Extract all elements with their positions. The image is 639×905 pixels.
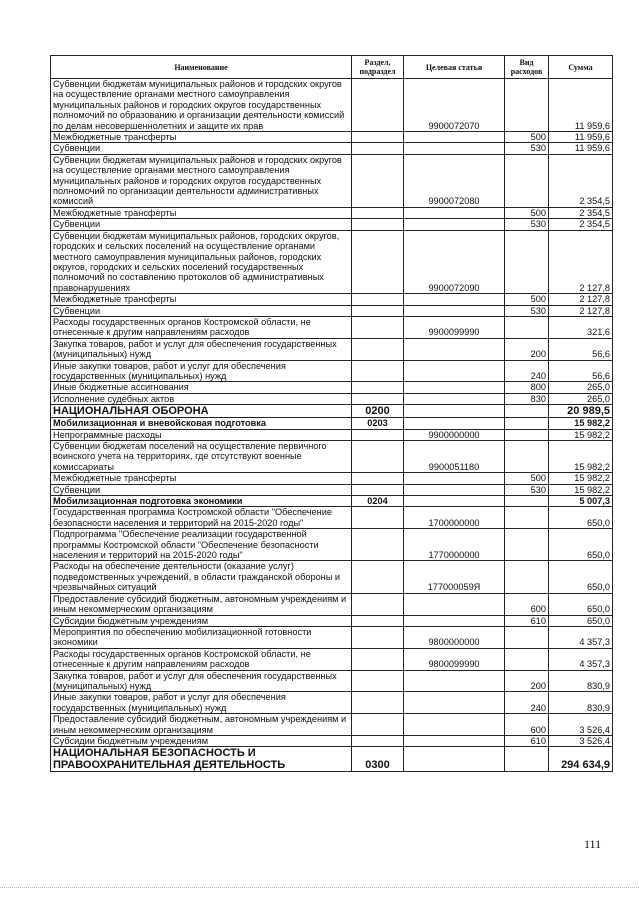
row-name: Межбюджетные трансферты — [51, 473, 352, 484]
row-name: Межбюджетные трансферты — [51, 132, 352, 143]
row-section — [352, 735, 404, 746]
row-sum: 4 357,3 — [549, 626, 613, 648]
row-name: Государственная программа Костромской области "Обеспечение безопасности населения и территорий на 2015-2020 годы" — [51, 507, 352, 529]
table-header-row — [51, 56, 613, 79]
row-sum: 56,6 — [549, 338, 613, 360]
row-name: НАЦИОНАЛЬНАЯ ОБОРОНА — [51, 405, 352, 418]
table-row — [51, 207, 613, 218]
table-row — [51, 593, 613, 615]
row-vid — [505, 747, 549, 772]
row-target: 1770000000 — [404, 529, 505, 561]
row-target — [404, 360, 505, 382]
row-section — [352, 561, 404, 593]
row-target — [404, 473, 505, 484]
row-sum: 650,0 — [549, 615, 613, 626]
scan-edge-line — [0, 887, 639, 889]
row-vid: 240 — [505, 360, 549, 382]
row-sum: 2 127,8 — [549, 230, 613, 293]
row-sum: 5 007,3 — [549, 496, 613, 507]
budget-table — [50, 55, 613, 772]
row-target — [404, 670, 505, 692]
row-vid: 830 — [505, 393, 549, 404]
table-body — [51, 79, 613, 772]
row-vid — [505, 79, 549, 132]
table-row — [51, 305, 613, 316]
row-section — [352, 648, 404, 670]
row-name: Субвенции — [51, 219, 352, 230]
row-sum: 265,0 — [549, 393, 613, 404]
row-sum: 11 959,6 — [549, 79, 613, 132]
row-target — [404, 207, 505, 218]
row-target — [404, 593, 505, 615]
row-vid: 530 — [505, 305, 549, 316]
page-number: 111 — [584, 837, 602, 851]
budget-sheet — [50, 55, 612, 772]
row-vid: 610 — [505, 615, 549, 626]
row-sum: 11 959,6 — [549, 132, 613, 143]
row-sum: 650,0 — [549, 529, 613, 561]
row-section — [352, 382, 404, 393]
row-name: Закупка товаров, работ и услуг для обеспечения государственных (муниципальных) нужд — [51, 670, 352, 692]
table-row — [51, 154, 613, 207]
row-name: Предоставление субсидий бюджетным, автономным учреждениям и иным некоммерческим организациям — [51, 593, 352, 615]
row-name: Субсидии бюджетным учреждениям — [51, 615, 352, 626]
row-vid — [505, 648, 549, 670]
row-section — [352, 473, 404, 484]
row-vid: 800 — [505, 382, 549, 393]
row-section — [352, 219, 404, 230]
row-sum: 11 959,6 — [549, 143, 613, 154]
table-row — [51, 405, 613, 418]
row-section — [352, 338, 404, 360]
row-target: 9900072080 — [404, 154, 505, 207]
row-sum: 2 127,8 — [549, 305, 613, 316]
row-target — [404, 692, 505, 714]
row-vid: 530 — [505, 484, 549, 495]
row-target: 9800099990 — [404, 648, 505, 670]
row-name: Межбюджетные трансферты — [51, 294, 352, 305]
row-section — [352, 507, 404, 529]
row-sum: 2 127,8 — [549, 294, 613, 305]
row-target — [404, 418, 505, 429]
row-section — [352, 692, 404, 714]
row-name: Субвенции бюджетам муниципальных районов, городских округов, городских и сельских поселений на осуществление органами местного самоуправления муниципальных районов, городских округов, городских и сельских поселений государственных полномочий по составлению протоколов об административных правонарушениях — [51, 230, 352, 293]
row-name: Мобилизационная подготовка экономики — [51, 496, 352, 507]
row-vid — [505, 230, 549, 293]
table-row — [51, 714, 613, 736]
row-sum: 15 982,2 — [549, 429, 613, 440]
row-target — [404, 219, 505, 230]
row-section — [352, 529, 404, 561]
row-section — [352, 305, 404, 316]
header-target: Целевая статья — [404, 56, 505, 79]
row-name: Мероприятия по обеспечению мобилизационной готовности экономики — [51, 626, 352, 648]
row-section — [352, 670, 404, 692]
row-target — [404, 714, 505, 736]
row-sum: 650,0 — [549, 593, 613, 615]
row-target — [404, 393, 505, 404]
row-sum: 4 357,3 — [549, 648, 613, 670]
row-name: Расходы на обеспечение деятельности (оказание услуг) подведомственных учреждений, в области гражданской обороны и чрезвычайных ситуаций — [51, 561, 352, 593]
row-vid: 200 — [505, 670, 549, 692]
table-row — [51, 529, 613, 561]
row-target: 9900072090 — [404, 230, 505, 293]
table-row — [51, 735, 613, 746]
row-name: Расходы государственных органов Костромской области, не отнесенные к другим направлениям расходов — [51, 316, 352, 338]
table-row — [51, 473, 613, 484]
row-vid — [505, 441, 549, 473]
row-name: Иные закупки товаров, работ и услуг для обеспечения государственных (муниципальных) нужд — [51, 692, 352, 714]
table-row — [51, 747, 613, 772]
table-row — [51, 507, 613, 529]
table-row — [51, 219, 613, 230]
table-row — [51, 441, 613, 473]
row-target — [404, 496, 505, 507]
row-vid: 500 — [505, 207, 549, 218]
table-row — [51, 429, 613, 440]
row-sum: 650,0 — [549, 561, 613, 593]
row-section — [352, 441, 404, 473]
header-vid: Вид расходов — [505, 56, 549, 79]
row-sum: 294 634,9 — [549, 747, 613, 772]
row-name: Субвенции бюджетам муниципальных районов и городских округов на осуществление органами местного самоуправления муниципальных районов и городских округов государственных полномочий по организации деятельности административных комиссий — [51, 154, 352, 207]
row-section — [352, 154, 404, 207]
row-name: Исполнение судебных актов — [51, 393, 352, 404]
row-section — [352, 626, 404, 648]
row-target: 1700000000 — [404, 507, 505, 529]
row-section — [352, 207, 404, 218]
row-name: Субвенции — [51, 484, 352, 495]
table-row — [51, 393, 613, 404]
row-name: Иные закупки товаров, работ и услуг для обеспечения государственных (муниципальных) нужд — [51, 360, 352, 382]
row-section — [352, 393, 404, 404]
row-section — [352, 593, 404, 615]
row-name: Закупка товаров, работ и услуг для обеспечения государственных (муниципальных) нужд — [51, 338, 352, 360]
row-name: Мобилизационная и вневойсковая подготовка — [51, 418, 352, 429]
row-target: 9900000000 — [404, 429, 505, 440]
row-name: Субвенции — [51, 305, 352, 316]
table-row — [51, 561, 613, 593]
row-target: 9900099990 — [404, 316, 505, 338]
row-vid: 610 — [505, 735, 549, 746]
row-name: НАЦИОНАЛЬНАЯ БЕЗОПАСНОСТЬ И ПРАВООХРАНИТЕЛЬНАЯ ДЕЯТЕЛЬНОСТЬ — [51, 747, 352, 772]
row-target: 9900072070 — [404, 79, 505, 132]
row-vid: 600 — [505, 714, 549, 736]
row-section — [352, 484, 404, 495]
row-sum: 830,9 — [549, 692, 613, 714]
row-target — [404, 747, 505, 772]
row-name: Непрограммные расходы — [51, 429, 352, 440]
row-vid: 500 — [505, 294, 549, 305]
table-row — [51, 692, 613, 714]
row-section — [352, 714, 404, 736]
row-name: Субсидии бюджетным учреждениям — [51, 735, 352, 746]
header-sum: Сумма — [549, 56, 613, 79]
row-section — [352, 79, 404, 132]
row-vid — [505, 316, 549, 338]
row-vid — [505, 429, 549, 440]
row-sum: 56,6 — [549, 360, 613, 382]
row-vid — [505, 507, 549, 529]
row-target — [404, 338, 505, 360]
row-vid: 200 — [505, 338, 549, 360]
row-sum: 3 526,4 — [549, 735, 613, 746]
row-sum: 15 982,2 — [549, 441, 613, 473]
table-row — [51, 360, 613, 382]
row-vid: 530 — [505, 143, 549, 154]
row-section — [352, 230, 404, 293]
table-row — [51, 132, 613, 143]
row-vid: 500 — [505, 132, 549, 143]
row-name: Субвенции бюджетам муниципальных районов и городских округов на осуществление органами местного самоуправления муниципальных районов и городских округов государственных полномочий по образованию и организации деятельности комиссий по делам несовершеннолетних и защите их прав — [51, 79, 352, 132]
table-row — [51, 338, 613, 360]
row-vid — [505, 529, 549, 561]
row-section: 0204 — [352, 496, 404, 507]
row-section — [352, 143, 404, 154]
row-name: Иные бюджетные ассигнования — [51, 382, 352, 393]
row-sum: 20 989,5 — [549, 405, 613, 418]
table-row — [51, 294, 613, 305]
row-vid — [505, 496, 549, 507]
row-sum: 15 982,2 — [549, 484, 613, 495]
row-vid: 240 — [505, 692, 549, 714]
row-section — [352, 132, 404, 143]
table-row — [51, 496, 613, 507]
table-row — [51, 648, 613, 670]
header-section: Раздел, подраздел — [352, 56, 404, 79]
header-name: Наименование — [51, 56, 352, 79]
row-section — [352, 429, 404, 440]
row-target — [404, 484, 505, 495]
row-target — [404, 143, 505, 154]
row-vid: 500 — [505, 473, 549, 484]
row-target: 9900051180 — [404, 441, 505, 473]
row-section — [352, 360, 404, 382]
row-target: 177000059Я — [404, 561, 505, 593]
table-row — [51, 484, 613, 495]
row-target — [404, 735, 505, 746]
row-target — [404, 382, 505, 393]
row-vid: 530 — [505, 219, 549, 230]
table-row — [51, 670, 613, 692]
row-section: 0203 — [352, 418, 404, 429]
row-section — [352, 615, 404, 626]
row-sum: 15 982,2 — [549, 473, 613, 484]
table-row — [51, 79, 613, 132]
row-sum: 2 354,5 — [549, 154, 613, 207]
table-row — [51, 143, 613, 154]
row-sum: 265,0 — [549, 382, 613, 393]
row-target — [404, 132, 505, 143]
row-sum: 15 982,2 — [549, 418, 613, 429]
table-row — [51, 230, 613, 293]
row-section: 0200 — [352, 405, 404, 418]
row-sum: 321,6 — [549, 316, 613, 338]
row-target — [404, 305, 505, 316]
row-vid — [505, 418, 549, 429]
row-sum: 830,9 — [549, 670, 613, 692]
row-name: Субвенции — [51, 143, 352, 154]
row-section — [352, 294, 404, 305]
row-target: 9800000000 — [404, 626, 505, 648]
row-target — [404, 615, 505, 626]
row-vid: 600 — [505, 593, 549, 615]
row-sum: 3 526,4 — [549, 714, 613, 736]
table-row — [51, 382, 613, 393]
row-name: Межбюджетные трансферты — [51, 207, 352, 218]
table-row — [51, 626, 613, 648]
row-vid — [505, 561, 549, 593]
row-section: 0300 — [352, 747, 404, 772]
row-name: Предоставление субсидий бюджетным, автономным учреждениям и иным некоммерческим организациям — [51, 714, 352, 736]
table-row — [51, 418, 613, 429]
row-vid — [505, 626, 549, 648]
row-vid — [505, 405, 549, 418]
row-target — [404, 294, 505, 305]
row-name: Субвенции бюджетам поселений на осуществление первичного воинского учета на территориях, где отсутствуют военные комиссариаты — [51, 441, 352, 473]
row-section — [352, 316, 404, 338]
row-sum: 650,0 — [549, 507, 613, 529]
row-name: Расходы государственных органов Костромской области, не отнесенные к другим направлениям расходов — [51, 648, 352, 670]
row-sum: 2 354,5 — [549, 207, 613, 218]
table-row — [51, 316, 613, 338]
row-vid — [505, 154, 549, 207]
table-row — [51, 615, 613, 626]
row-target — [404, 405, 505, 418]
row-name: Подпрограмма "Обеспечение реализации государственной программы Костромской области "Обеспечение безопасности населения и территорий на 2015-2020 годы" — [51, 529, 352, 561]
row-sum: 2 354,5 — [549, 219, 613, 230]
